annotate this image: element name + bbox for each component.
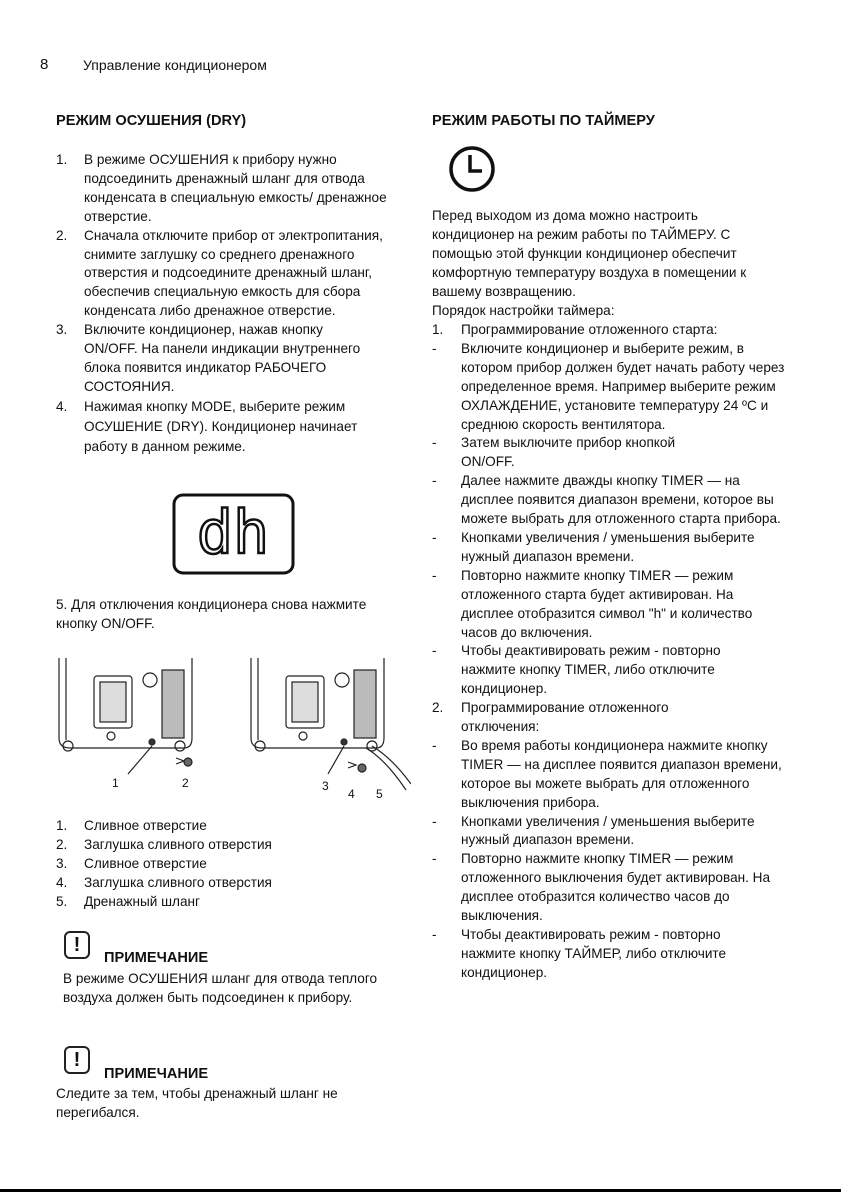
- item-marker: -: [432, 927, 437, 942]
- step-number: 1.: [56, 152, 68, 167]
- item-text: Кнопками увеличения / уменьшения выберите нужный диапазон времени.: [461, 813, 755, 848]
- page-number: 8: [40, 56, 49, 73]
- ac-drain-illustration: [56, 650, 411, 800]
- timer-item: [432, 472, 788, 529]
- item-marker: -: [432, 473, 437, 489]
- figure-legend: [56, 817, 401, 912]
- timer-steps-list: [432, 321, 788, 983]
- legend-number: 5.: [56, 893, 68, 909]
- legend-item-1: [56, 817, 401, 836]
- timer-item: [432, 926, 788, 983]
- item-marker: 2.: [432, 700, 444, 716]
- item-text: Повторно нажмите кнопку TIMER — режим отложенного выключения будет активирован. На дисплее отобразится количество часов до выключения.: [461, 851, 771, 924]
- dry-step-3: [56, 321, 401, 397]
- note-2-text: Следите за тем, чтобы дренажный шланг не перегибался.: [56, 1086, 338, 1120]
- timer-item: [432, 434, 788, 472]
- timer-item: [432, 340, 788, 435]
- item-text: Далее нажмите дважды кнопку TIMER — на дисплее появится диапазон времени, которое вы можете выбрать для отложенного старта прибора.: [461, 473, 781, 527]
- note-2-heading: ПРИМЕЧАНИЕ: [104, 1066, 209, 1082]
- step-number: 2.: [56, 227, 68, 243]
- timer-item: [432, 567, 788, 643]
- legend-number: 2.: [56, 836, 68, 852]
- item-text: Программирование отложенного отключения:: [461, 700, 669, 735]
- step-text: Нажимая кнопку MODE, выберите режим ОСУШЕНИЕ (DRY). Кондиционер начинает работу в данном режиме.: [84, 398, 358, 454]
- dry-steps-list: [56, 151, 401, 457]
- legend-item-3: [56, 855, 401, 874]
- item-marker: 1.: [432, 322, 444, 337]
- legend-item-4: [56, 874, 401, 893]
- dry-step-1: [56, 151, 401, 227]
- step-number: 4.: [56, 398, 68, 414]
- item-marker: -: [432, 567, 437, 583]
- timer-item: [432, 813, 788, 851]
- item-text: Чтобы деактивировать режим - повторно нажмите кнопку TIMER, либо отключите кондиционер.: [461, 643, 721, 697]
- clock-icon: [447, 144, 497, 194]
- display-dh-image: [172, 493, 295, 575]
- fig-label-1: 1: [112, 776, 119, 790]
- fig-label-3: 3: [322, 779, 329, 793]
- note-1-text: В режиме ОСУШЕНИЯ шланг для отвода теплого воздуха должен быть подсоединен к прибору.: [63, 971, 378, 1005]
- warning-icon: !: [64, 931, 90, 959]
- legend-text: Дренажный шланг: [84, 893, 200, 909]
- legend-item-5: [56, 893, 401, 912]
- timer-item: [432, 321, 788, 340]
- item-text: Программирование отложенного старта:: [461, 322, 718, 337]
- item-marker: -: [432, 529, 437, 545]
- page-bottom-rule: [0, 1189, 841, 1192]
- item-marker: -: [432, 340, 437, 356]
- item-text: Включите кондиционер и выберите режим, в котором прибор должен будет начать работу через определенное время. Например выберите режим ОХЛАЖДЕНИЕ, установите температуру 24 ºС и среднюю скорость вентилятора.: [461, 340, 785, 432]
- dry-step-4: [56, 397, 401, 457]
- item-text: Чтобы деактивировать режим - повторно нажмите кнопку ТАЙМЕР, либо отключите кондиционер.: [461, 927, 727, 980]
- timer-item: [432, 529, 788, 567]
- timer-item: [432, 850, 788, 926]
- note-1-heading: ПРИМЕЧАНИЕ: [104, 950, 209, 966]
- dry-step-2: [56, 227, 401, 322]
- fig-label-2: 2: [182, 776, 189, 790]
- legend-text: Заглушка сливного отверстия: [84, 836, 272, 852]
- timer-item: [432, 737, 788, 813]
- fig-label-4: 4: [348, 787, 355, 801]
- item-marker: -: [432, 851, 437, 867]
- timer-item: [432, 699, 788, 737]
- timer-item: [432, 642, 788, 699]
- display-text: dh: [196, 498, 270, 568]
- item-marker: -: [432, 813, 437, 829]
- timer-intro: Перед выходом из дома можно настроить кондиционер на режим работы по ТАЙМЕРУ. С помощью этой функции кондиционер обеспечит комфортную температуру воздуха в помещении к вашему возвращению.: [432, 208, 747, 299]
- legend-number: 1.: [56, 818, 68, 833]
- warning-icon: !: [64, 1046, 90, 1074]
- item-text: Во время работы кондиционера нажмите кнопку TIMER — на дисплее появится диапазон времени, которое вы можете выбрать для отложенного выключения прибора.: [461, 737, 782, 810]
- item-marker: -: [432, 643, 437, 659]
- item-text: Затем выключите прибор кнопкой ON/OFF.: [461, 435, 676, 470]
- item-marker: -: [432, 435, 437, 451]
- item-text: Повторно нажмите кнопку TIMER — режим отложенного старта будет активирован. На дисплее отобразится символ "h" и количество часов до включения.: [461, 567, 753, 640]
- item-text: Кнопками увеличения / уменьшения выберите нужный диапазон времени.: [461, 529, 755, 564]
- legend-item-2: [56, 836, 401, 855]
- lcd-display-icon: [172, 493, 295, 575]
- step-text: Включите кондиционер, нажав кнопку ON/OFF. На панели индикации внутреннего блока появится индикатор РАБОЧЕГО СОСТОЯНИЯ.: [84, 322, 361, 394]
- fig-label-5: 5: [376, 787, 383, 801]
- legend-number: 3.: [56, 855, 68, 871]
- timer-mode-title: РЕЖИМ РАБОТЫ ПО ТАЙМЕРУ: [432, 113, 655, 129]
- drain-figure: [56, 650, 411, 800]
- step-number: 3.: [56, 322, 68, 338]
- step-text: В режиме ОСУШЕНИЯ к прибору нужно подсоединить дренажный шланг для отвода конденсата в специальную емкость/ дренажное отверстие.: [84, 152, 387, 224]
- timer-setup-heading: Порядок настройки таймера:: [432, 303, 615, 318]
- page-header-title: Управление кондиционером: [83, 57, 267, 73]
- dry-step-5: 5. Для отключения кондиционера снова нажмите кнопку ON/OFF.: [56, 597, 367, 631]
- dry-mode-title: РЕЖИМ ОСУШЕНИЯ (DRY): [56, 113, 247, 129]
- legend-number: 4.: [56, 874, 68, 890]
- legend-text: Заглушка сливного отверстия: [84, 874, 272, 890]
- legend-text: Сливное отверстие: [84, 855, 207, 871]
- item-marker: -: [432, 737, 437, 753]
- step-text: Сначала отключите прибор от электропитания, снимите заглушку со среднего дренажного отверстия и подсоедините дренажный шланг, обеспечив специальную емкость для сбора конденсата либо дренажное отверстие.: [84, 227, 383, 319]
- legend-text: Сливное отверстие: [84, 818, 207, 833]
